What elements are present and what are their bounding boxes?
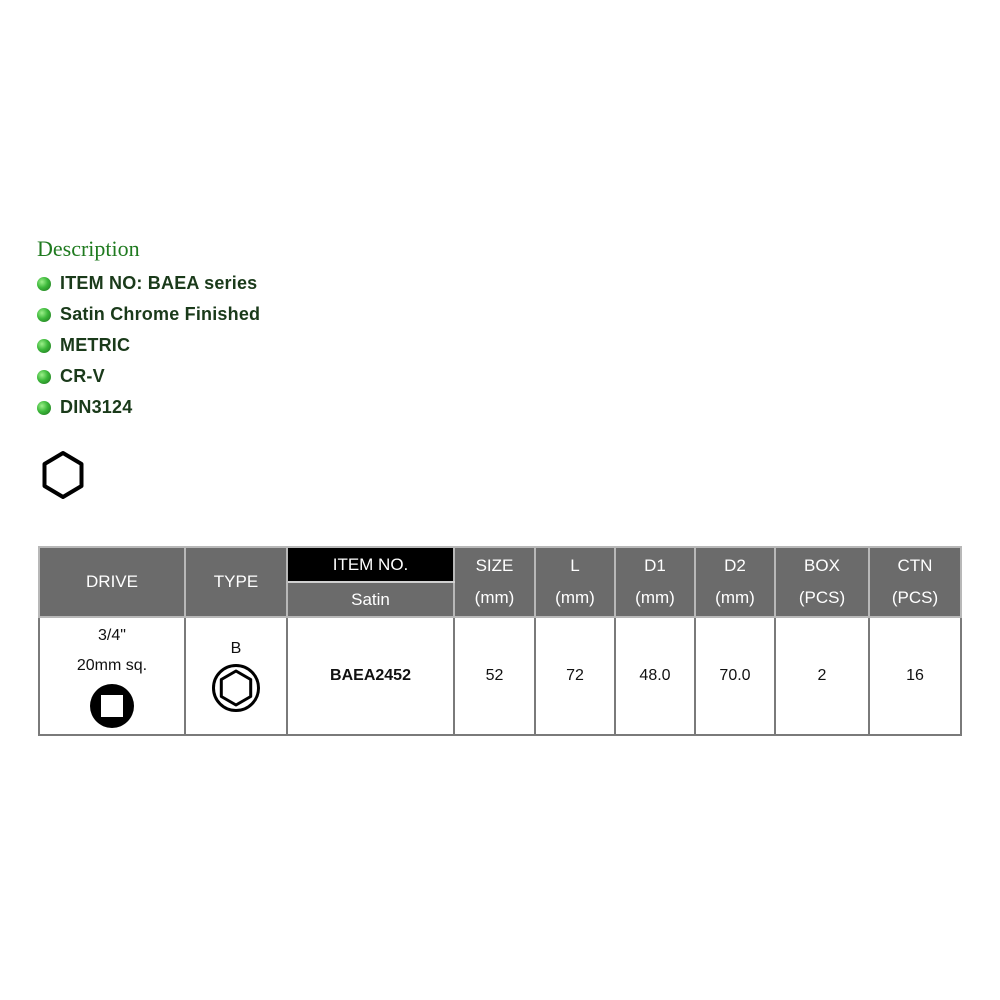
- description-title: Description: [37, 236, 140, 261]
- type-letter: B: [230, 640, 242, 657]
- header-ctn-unit: (PCS): [891, 588, 939, 607]
- header-d1-unit: (mm): [635, 588, 675, 607]
- feature-item: [37, 268, 260, 299]
- cell-d1: 48.0: [615, 617, 695, 735]
- spec-table: [38, 546, 962, 736]
- cell-ctn: 16: [869, 617, 961, 735]
- header-ctn: [869, 547, 961, 617]
- feature-list: [37, 268, 260, 423]
- cell-type: [185, 617, 287, 735]
- square-drive-icon: [87, 681, 137, 731]
- header-item-no: ITEM NO.: [287, 547, 454, 582]
- cell-drive: [39, 617, 185, 735]
- green-bullet-icon: [37, 277, 51, 291]
- header-l-unit: (mm): [555, 588, 595, 607]
- green-bullet-icon: [37, 370, 51, 384]
- header-l: [535, 547, 615, 617]
- feature-text: ITEM NO: BAEA series: [60, 273, 258, 293]
- green-bullet-icon: [37, 339, 51, 353]
- cell-d2: 70.0: [695, 617, 775, 735]
- header-d1-label: D1: [644, 556, 666, 575]
- header-d1: [615, 547, 695, 617]
- header-d2-label: D2: [724, 556, 746, 575]
- hexagon-type-icon: [210, 662, 262, 714]
- header-d2: [695, 547, 775, 617]
- cell-size: 52: [454, 617, 535, 735]
- feature-text: CR-V: [60, 366, 105, 386]
- header-finish: Satin: [287, 582, 454, 617]
- header-d2-unit: (mm): [715, 588, 755, 607]
- header-box-unit: (PCS): [798, 588, 846, 607]
- drive-metric: 20mm sq.: [76, 657, 148, 674]
- drive-size: 3/4": [98, 627, 126, 644]
- hexagon-icon: [36, 448, 90, 502]
- header-size-label: SIZE: [475, 556, 514, 575]
- cell-box: 2: [775, 617, 869, 735]
- header-ctn-label: CTN: [897, 556, 933, 575]
- header-box-label: BOX: [804, 556, 840, 575]
- feature-item: [37, 299, 260, 330]
- header-box: [775, 547, 869, 617]
- feature-item: [37, 392, 260, 423]
- green-bullet-icon: [37, 401, 51, 415]
- table-row: [39, 617, 961, 735]
- header-size-unit: (mm): [474, 588, 515, 607]
- header-size: [454, 547, 535, 617]
- header-type: TYPE: [185, 547, 287, 617]
- header-drive: DRIVE: [39, 547, 185, 617]
- feature-item: [37, 330, 260, 361]
- green-bullet-icon: [37, 308, 51, 322]
- header-l-label: L: [570, 556, 580, 575]
- feature-text: METRIC: [60, 335, 131, 355]
- cell-l: 72: [535, 617, 615, 735]
- feature-text: Satin Chrome Finished: [60, 304, 261, 324]
- cell-item-no: BAEA2452: [287, 617, 454, 735]
- feature-text: DIN3124: [60, 397, 133, 417]
- feature-item: [37, 361, 260, 392]
